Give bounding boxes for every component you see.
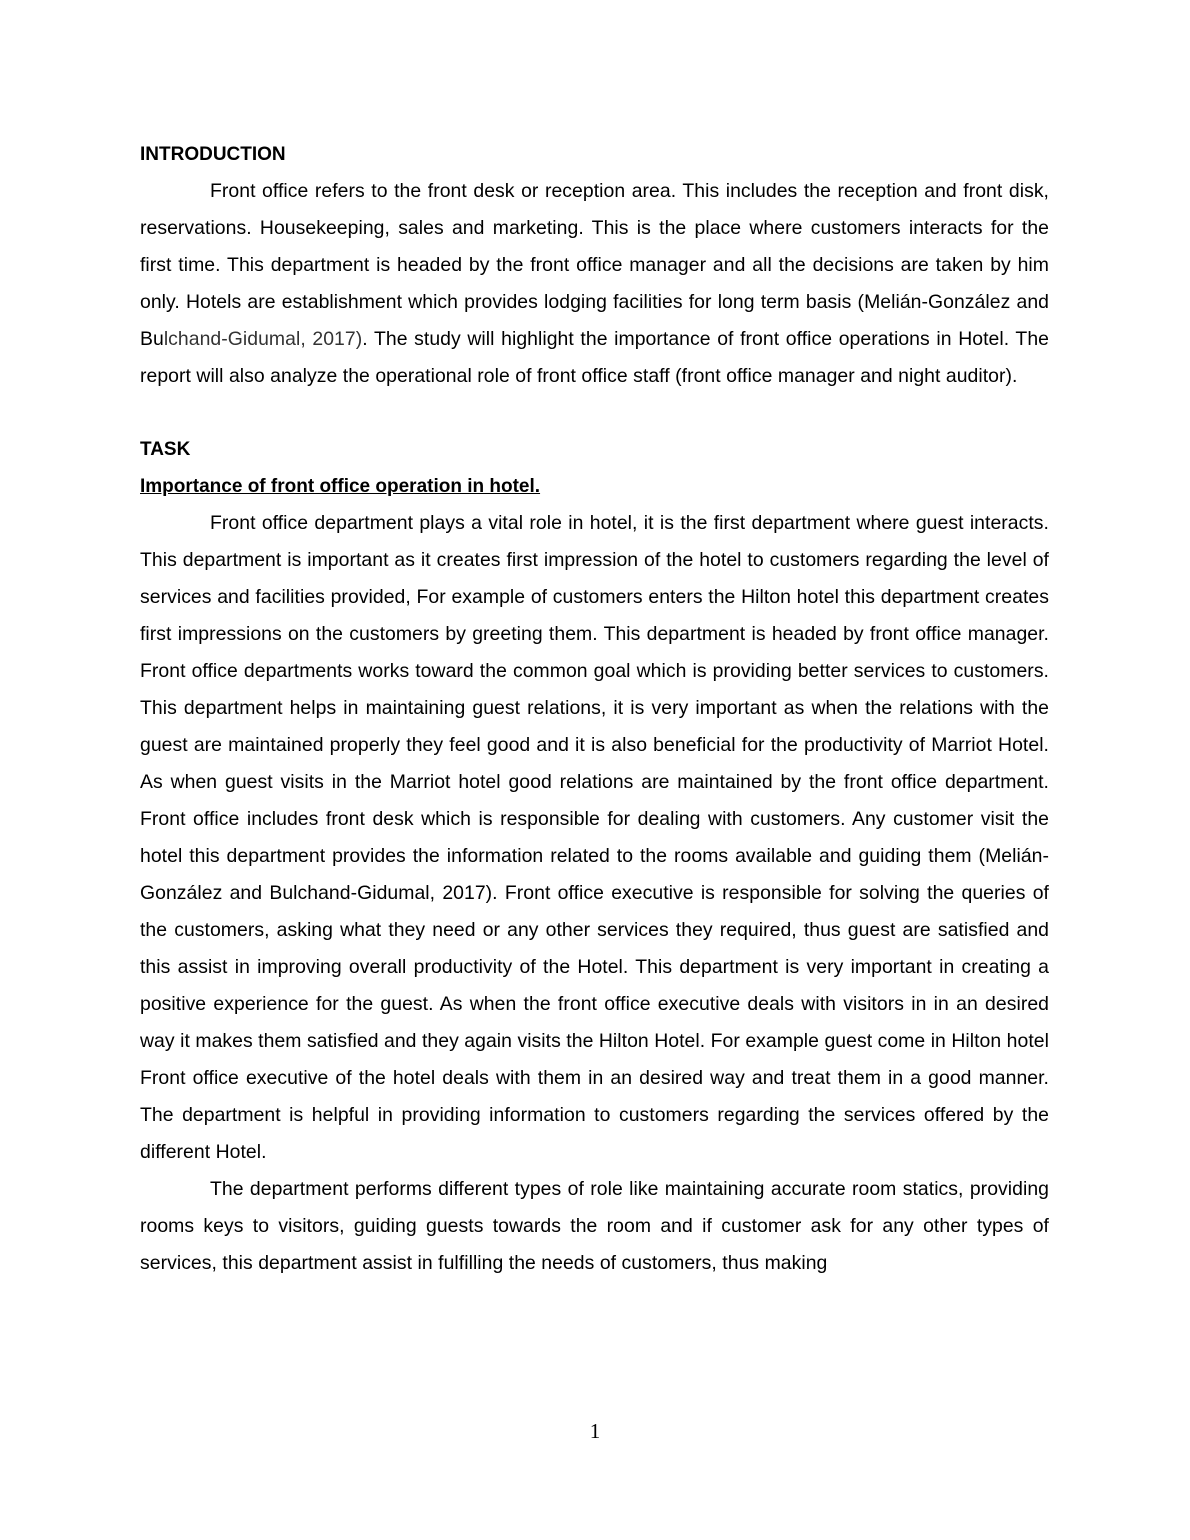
page-body (140, 136, 1049, 1282)
introduction-paragraph (140, 173, 1049, 395)
task-paragraph-1: Front office department plays a vital role in hotel, it is the first department where guest interacts. This department is important as it creates first impression of the hotel to customers regarding the level of services and facilities provided, For example of customers enters the Hilton hotel this department creates first impressions on the customers by greeting them. This department is headed by front office manager. Front office departments works toward the common goal which is providing better services to customers. This department helps in maintaining guest relations, it is very important as when the relations with the guest are maintained properly they feel good and it is also beneficial for the productivity of Marriot Hotel. As when guest visits in the Marriot hotel good relations are maintained by the front office department. Front office includes front desk which is responsible for dealing with customers. Any customer visit the hotel this department provides the information related to the rooms available and guiding them (Melián-González and Bulchand-Gidumal, 2017). Front office executive is responsible for solving the queries of the customers, asking what they need or any other services they required, thus guest are satisfied and this assist in improving overall productivity of the Hotel. This department is very important in creating a positive experience for the guest. As when the front office executive deals with visitors in in an desired way it makes them satisfied and they again visits the Hilton Hotel. For example guest come in Hilton hotel Front office executive of the hotel deals with them in an desired way and treat them in a good manner. The department is helpful in providing information to customers regarding the services offered by the different Hotel. (140, 512, 1049, 1163)
introduction-heading: INTRODUCTION (140, 144, 286, 165)
section-spacer (140, 395, 1049, 431)
introduction-text-part1: Front office refers to the front desk or reception area. This includes the reception and front disk, reservations. Housekeeping, sales and marketing. This is the place where customers interacts for the first time. This department is headed by the front office manager and all the decisions are taken by him only. Hotels are establishment which provides lodging facilities for long term basis (Melián-González and Bu (140, 180, 1049, 350)
task-paragraph-2: The department performs different types of role like maintaining accurate room statics, providing rooms keys to visitors, guiding guests towards the room and if customer ask for any other types of services, this department assist in fulfilling the needs of customers, thus making (140, 1178, 1049, 1274)
page-number: 1 (589, 1419, 601, 1443)
introduction-text-part2: . The study will highlight the importance of front office operations in Hotel. The report will also analyze the operational role of front office staff (front office manager and night auditor). (140, 328, 1049, 387)
task-subheading: Importance of front office operation in hotel. (140, 476, 541, 497)
task-heading: TASK (140, 439, 191, 460)
introduction-citation: lchand-Gidumal, 2017) (163, 328, 363, 350)
